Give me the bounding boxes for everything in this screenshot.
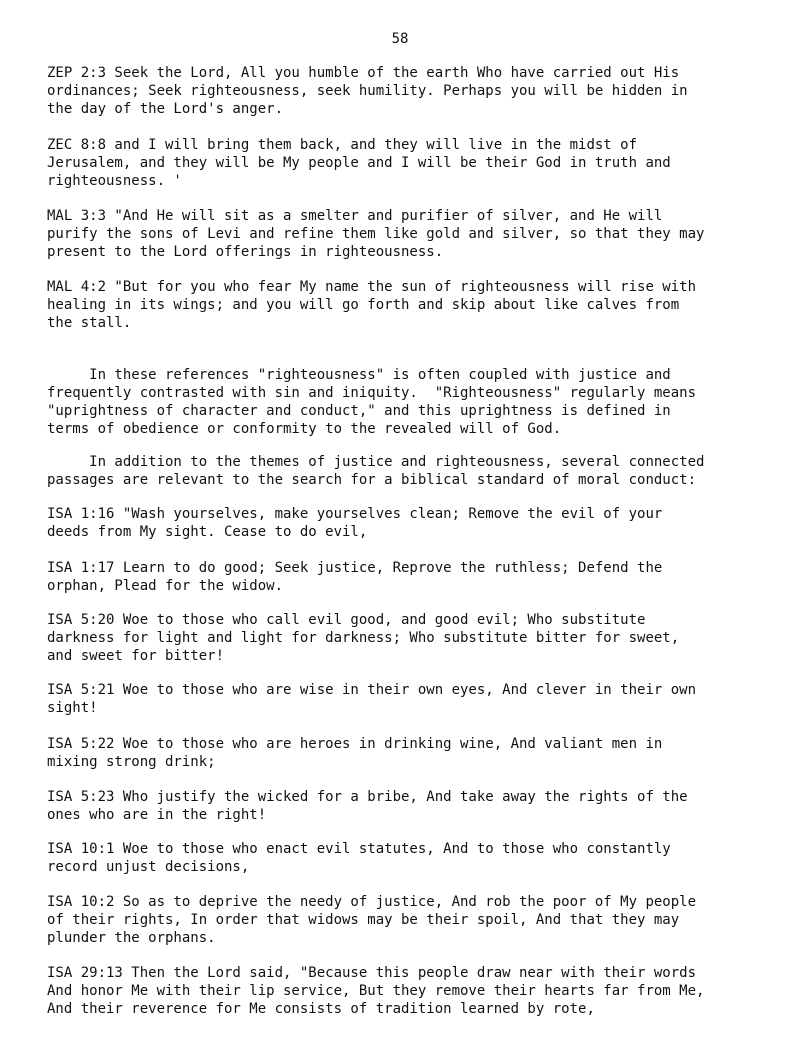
scripture-entry-isa-10-1: ISA 10:1 Woe to those who enact evil statutes, And to those who constantly record unjust decisions, <box>47 841 671 875</box>
scripture-entry-isa-5-22: ISA 5:22 Woe to those who are heroes in drinking wine, And valiant men in mixing strong drink; <box>47 736 663 770</box>
page-number: 58 <box>391 31 409 47</box>
scripture-entry-mal-4-2: MAL 4:2 "But for you who fear My name the sun of righteousness will rise with healing in its wings; and you will go forth and skip about like calves from the stall. <box>47 279 697 331</box>
scripture-entry-mal-3-3: MAL 3:3 "And He will sit as a smelter and purifier of silver, and He will purify the sons of Levi and refine them like gold and silver, so that they may present to the Lord offerings in righteousness. <box>47 208 705 260</box>
scripture-entry-isa-10-2: ISA 10:2 So as to deprive the needy of justice, And rob the poor of My people of their rights, In order that widows may be their spoil, And that they may plunder the orphans. <box>47 894 697 946</box>
scripture-entry-isa-1-17: ISA 1:17 Learn to do good; Seek justice, Reprove the ruthless; Defend the orphan, Plead for the widow. <box>47 560 663 594</box>
scripture-entry-isa-1-16: ISA 1:16 "Wash yourselves, make yourselves clean; Remove the evil of your deeds from My sight. Cease to do evil, <box>47 506 663 540</box>
scripture-entry-zec-8-8: ZEC 8:8 and I will bring them back, and they will live in the midst of Jerusalem, and they will be My people and I will be their God in truth and righteousness. ' <box>47 137 671 189</box>
commentary-paragraph-righteousness: In these references "righteousness" is often coupled with justice and frequently contrasted with sin and iniquity. "Righteousness" regularly means "uprightness of character and conduct," and this uprightness is defined in terms of obedience or conformity to the revealed will of God. <box>47 367 697 437</box>
scripture-entry-isa-29-13: ISA 29:13 Then the Lord said, "Because this people draw near with their words And honor Me with their lip service, But they remove their hearts far from Me, And their reverence for Me consists of tradition learned by rote, <box>47 965 705 1017</box>
scripture-entry-isa-5-20: ISA 5:20 Woe to those who call evil good, and good evil; Who substitute darkness for light and light for darkness; Who substitute bitter for sweet, and sweet for bitter! <box>47 612 680 664</box>
commentary-paragraph-connected-passages: In addition to the themes of justice and righteousness, several connected passages are relevant to the search for a biblical standard of moral conduct: <box>47 454 705 488</box>
scripture-entry-isa-5-23: ISA 5:23 Who justify the wicked for a bribe, And take away the rights of the ones who are in the right! <box>47 789 688 823</box>
scripture-entry-isa-5-21: ISA 5:21 Woe to those who are wise in their own eyes, And clever in their own sight! <box>47 682 697 716</box>
scripture-entry-zep-2-3: ZEP 2:3 Seek the Lord, All you humble of the earth Who have carried out His ordinances; Seek righteousness, seek humility. Perhaps you will be hidden in the day of the Lord's anger. <box>47 65 688 117</box>
